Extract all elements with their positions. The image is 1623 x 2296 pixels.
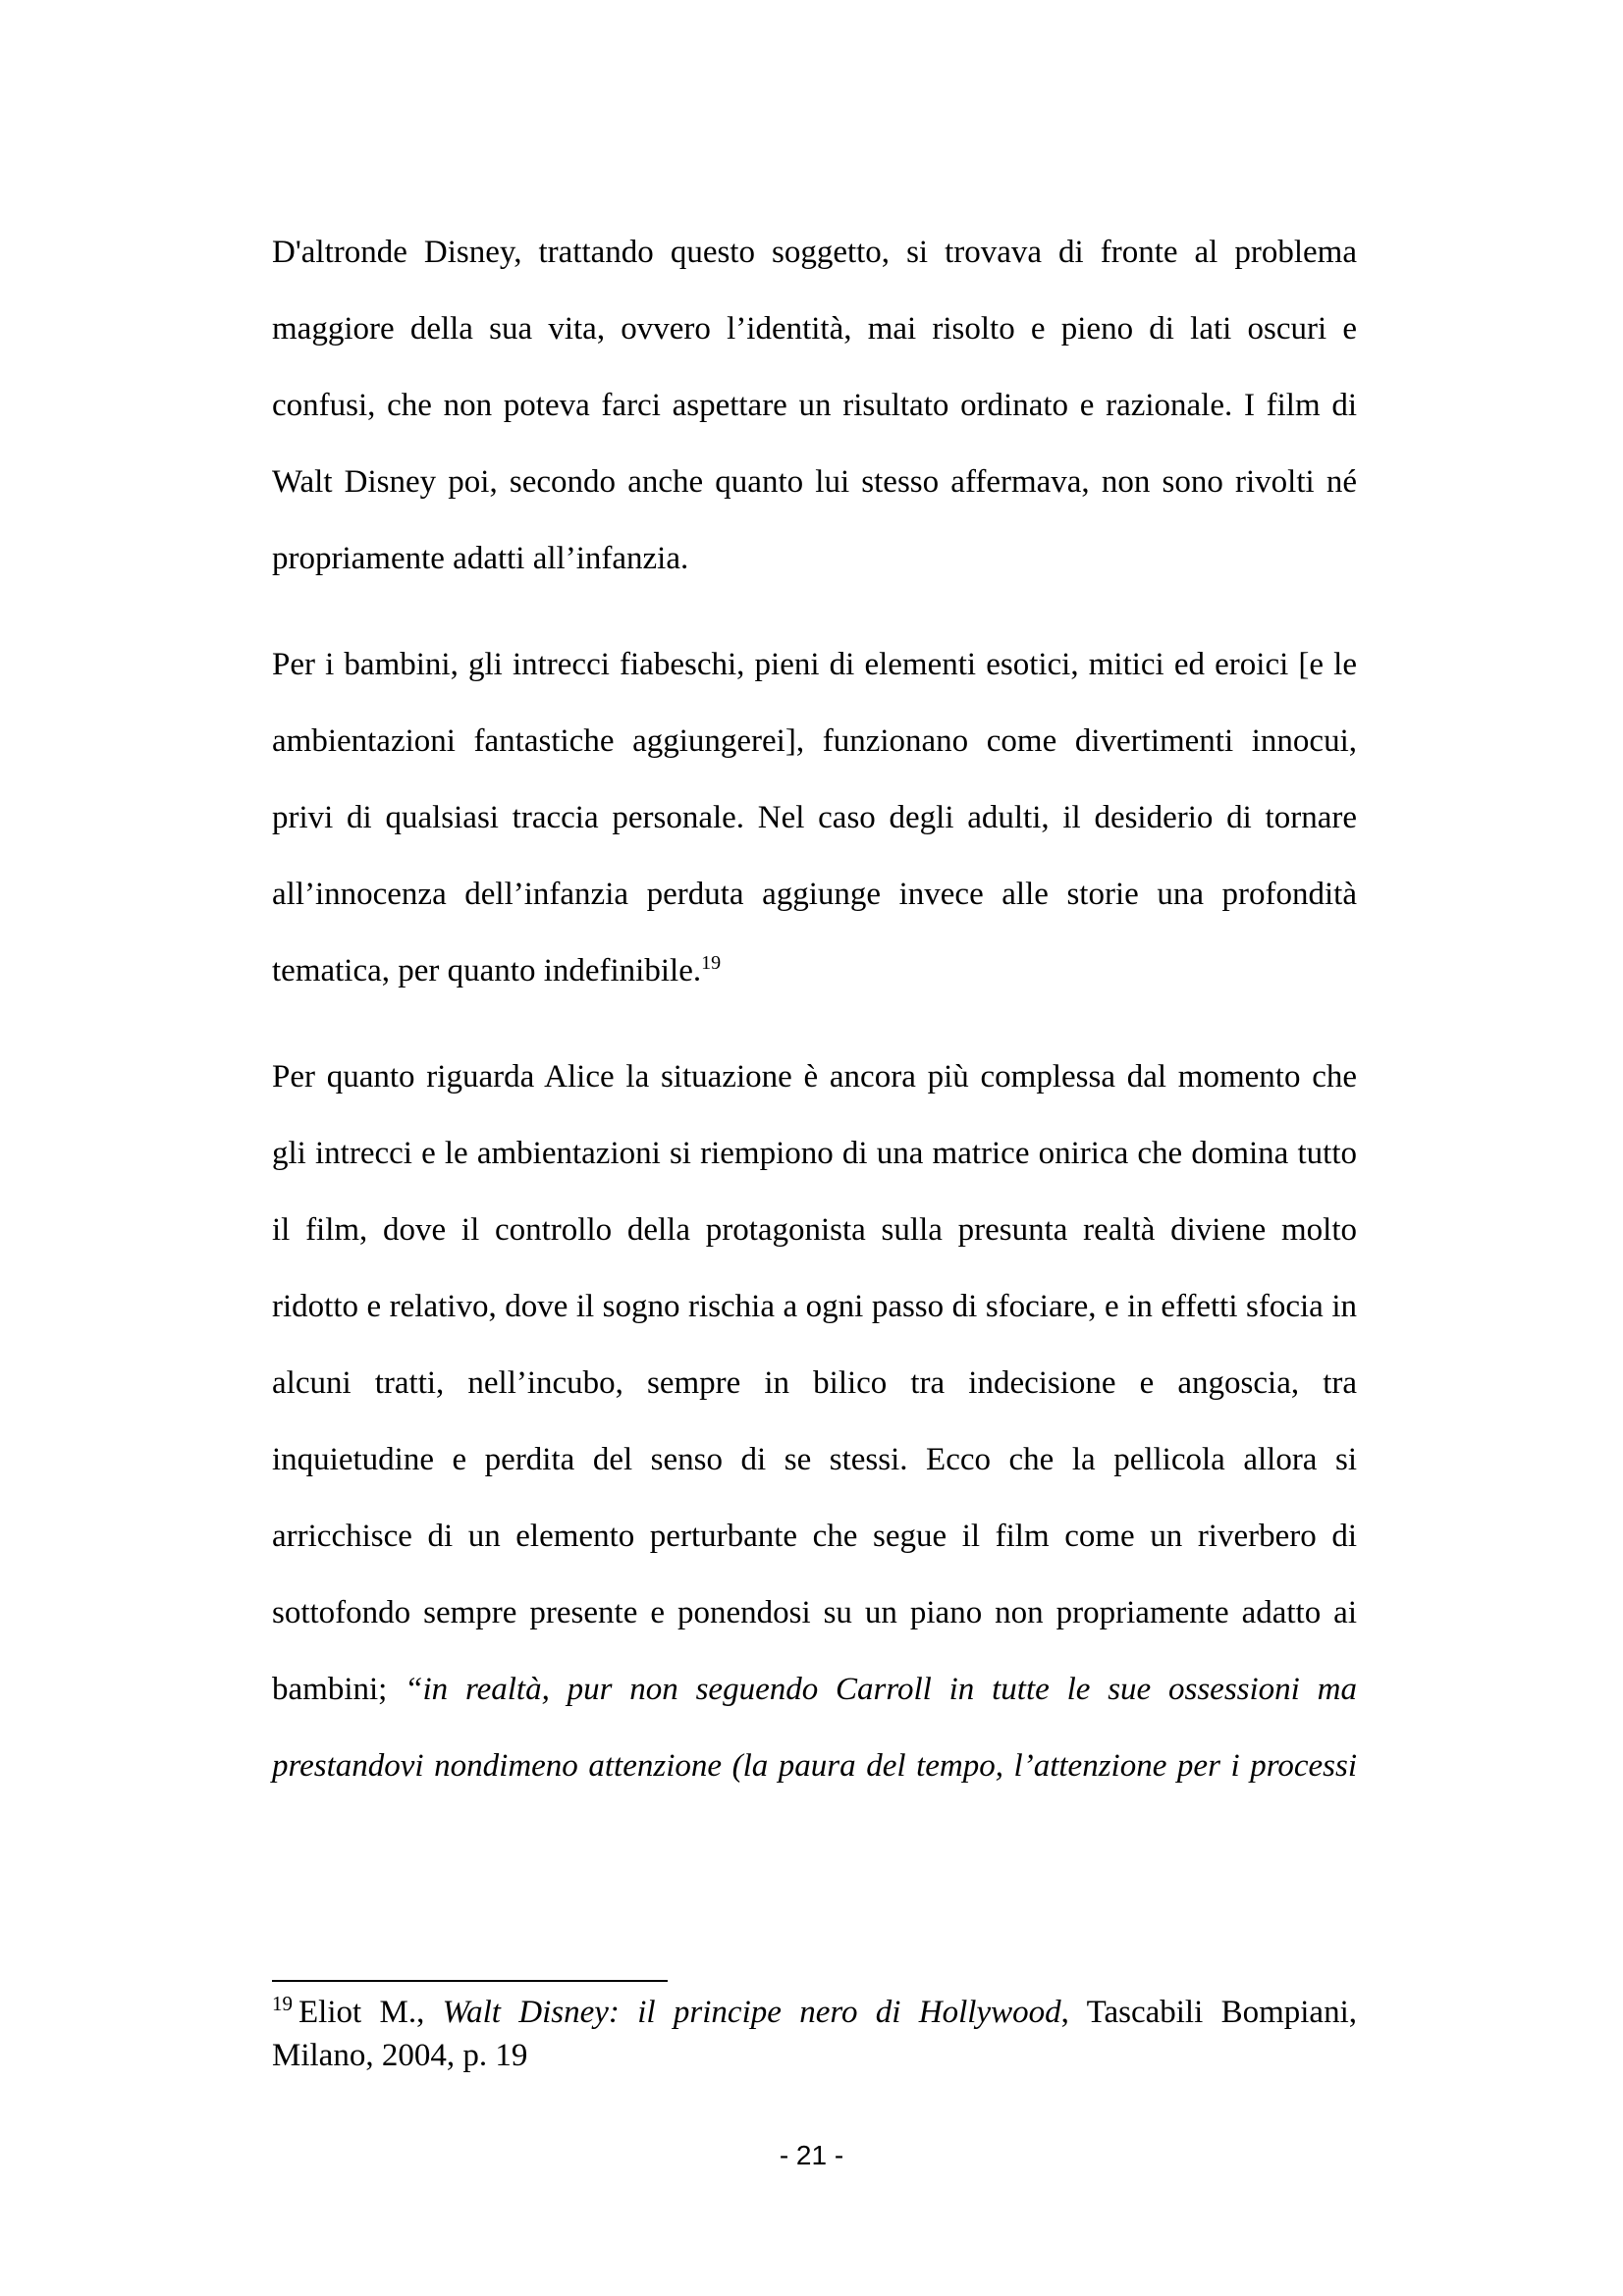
paragraph-2 [272, 626, 1357, 1009]
footnote-title: Walt Disney: il principe nero di Hollywood [442, 1995, 1061, 2030]
page-number: - 21 - [779, 2140, 844, 2170]
footnote-author: Eliot M., [298, 1995, 425, 2030]
paragraph-1 [272, 214, 1357, 597]
paragraph-3 [272, 1039, 1357, 1804]
footnote-details: , Tascabili Bompiani, Milano, 2004, p. 19 [272, 1995, 1357, 2073]
footnote [272, 1991, 1357, 2077]
quotation-italic: “in realtà, pur non seguendo Carroll in tutte le sue ossessioni ma prestandovi nondimeno attenzione (la paura del tempo, l’attenzione per i processi [272, 1672, 1357, 1784]
paragraph-3-text: Per quanto riguarda Alice la situazione è ancora più complessa dal momento che gli intrecci e le ambientazioni si riempiono di una matrice onirica che domina tutto il film, dove il controllo della protagonista sulla presunta realtà diviene molto ridotto e relativo, dove il sogno rischia a ogni passo di sfociare, e in effetti sfocia in alcuni tratti, nell’incubo, sempre in bilico tra indecisione e angoscia, tra inquietudine e perdita del senso di se stessi. Ecco che la pellicola allora si arricchisce di un elemento perturbante che segue il film come un riverbero di sottofondo sempre presente e ponendosi su un piano non propriamente adatto ai bambini; [272, 1059, 1357, 1707]
body-text [272, 214, 1357, 1834]
paragraph-1-text: D'altronde Disney, trattando questo soggetto, si trovava di fronte al problema maggiore della sua vita, ovvero l’identità, mai risolto e pieno di lati oscuri e confusi, che non poteva farci aspettare un risultato ordinato e razionale. I film di Walt Disney poi, secondo anche quanto lui stesso affermava, non sono rivolti né propriamente adatti all’infanzia. [272, 235, 1357, 576]
footnote-number: 19 [272, 1992, 293, 2015]
footnote-separator [272, 1980, 668, 1982]
footnote-reference[interactable]: 19 [701, 952, 722, 974]
paragraph-2-text: Per i bambini, gli intrecci fiabeschi, pieni di elementi esotici, mitici ed eroici [e le ambientazioni fantastiche aggiungerei], funzionano come divertimenti innocui, privi di qualsiasi traccia personale. Nel caso degli adulti, il desiderio di tornare all’innocenza dell’infanzia perduta aggiunge invece alle storie una profondità tematica, per quanto indefinibile. [272, 647, 1357, 988]
